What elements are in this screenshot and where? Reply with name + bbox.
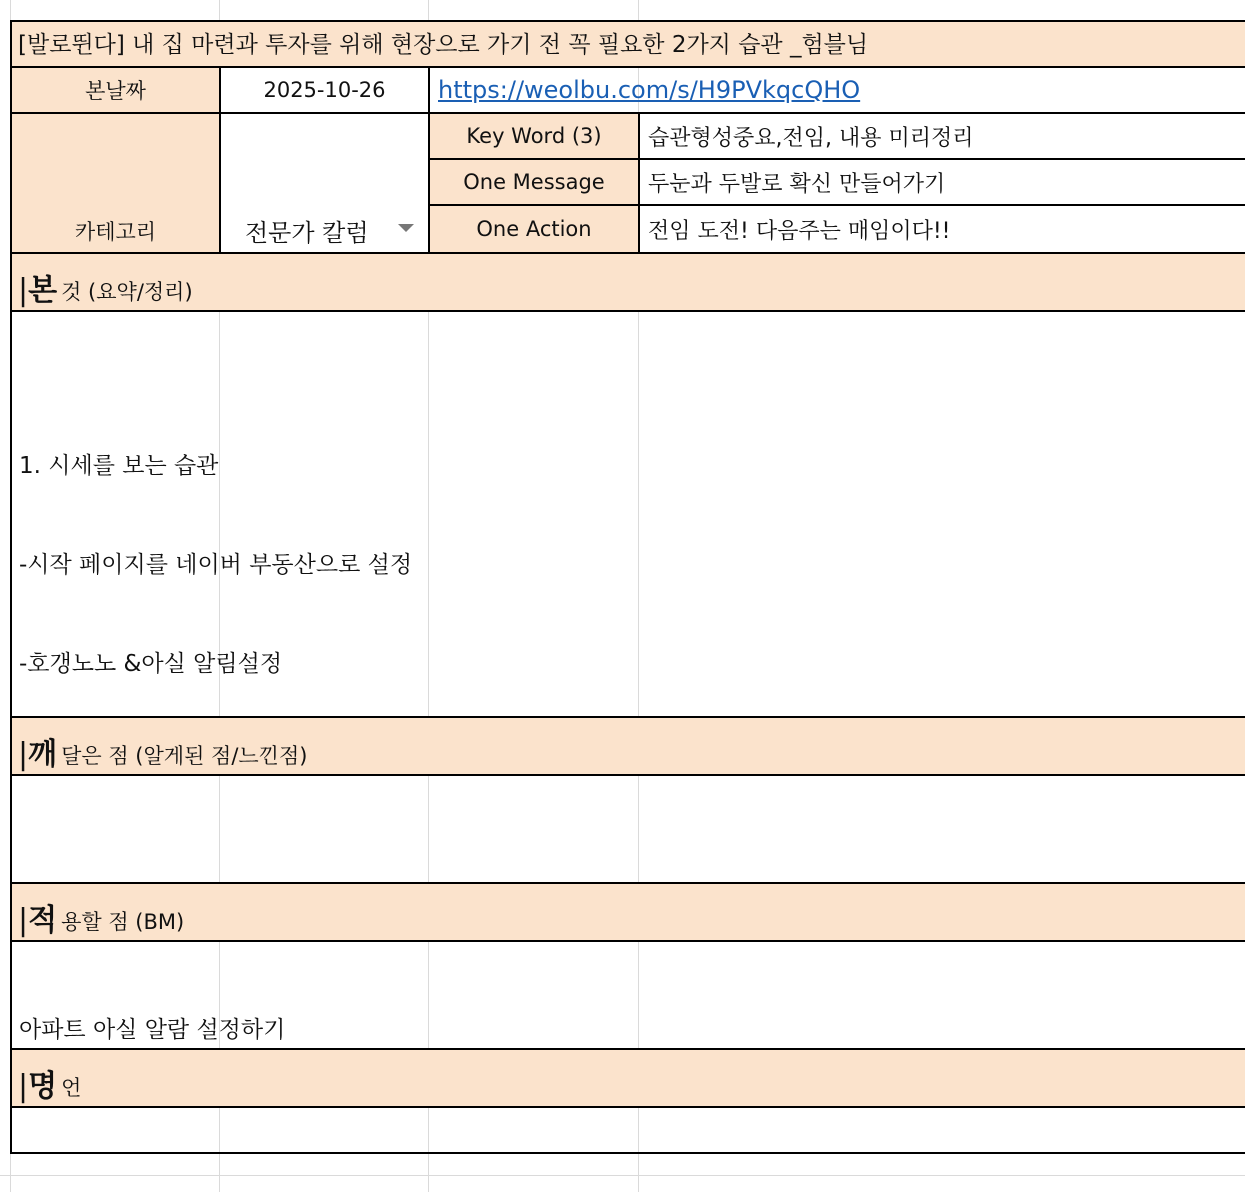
date-label[interactable]: 본날짜 bbox=[10, 66, 221, 114]
section-initial: 명 bbox=[28, 1069, 58, 1104]
text-line: -시작 페이지를 네이버 부동산으로 설정 bbox=[19, 552, 413, 578]
section-initial: 적 bbox=[28, 903, 58, 938]
section-body-realized[interactable] bbox=[10, 774, 1245, 884]
text-line: 1. 시세를 보는 습관 bbox=[19, 453, 219, 479]
section-bar: | bbox=[18, 737, 29, 772]
category-select[interactable] bbox=[219, 112, 430, 254]
section-body-quote[interactable] bbox=[10, 1106, 1245, 1154]
text-line: -호갱노노 &아실 알림설정 bbox=[19, 651, 283, 677]
section-header-realized[interactable] bbox=[10, 716, 1245, 776]
category-label[interactable]: 카테고리 bbox=[10, 112, 221, 254]
section-bar: | bbox=[18, 903, 29, 938]
section-title: 용할 점 (BM) bbox=[61, 910, 185, 934]
section-body-seen[interactable] bbox=[10, 310, 1245, 718]
article-link-cell[interactable] bbox=[428, 66, 1245, 114]
section-title: 언 bbox=[61, 1076, 82, 1100]
section-bar: | bbox=[18, 1069, 29, 1104]
chevron-down-icon[interactable] bbox=[398, 224, 414, 232]
keyword-label[interactable]: Key Word (3) bbox=[428, 112, 640, 160]
date-value[interactable]: 2025-10-26 bbox=[219, 66, 430, 114]
gridline bbox=[0, 1175, 1245, 1176]
section-header-seen[interactable] bbox=[10, 252, 1245, 312]
text-line bbox=[19, 850, 1245, 883]
section-bar: | bbox=[18, 273, 29, 308]
category-value: 전문가 칼럼 bbox=[245, 219, 369, 247]
action-value[interactable]: 전임 도전! 다음주는 매임이다!! bbox=[638, 204, 1245, 254]
section-header-quote[interactable] bbox=[10, 1048, 1245, 1108]
section-body-apply[interactable] bbox=[10, 940, 1245, 1050]
section-initial: 본 bbox=[28, 273, 58, 308]
text-line: 아파트 아실 알람 설정하기 bbox=[19, 1017, 286, 1043]
section-title: 달은 점 (알게된 점/느낀점) bbox=[61, 744, 308, 768]
message-label[interactable]: One Message bbox=[428, 158, 640, 206]
article-link[interactable]: https://weolbu.com/s/H9PVkqcQHO bbox=[438, 76, 861, 104]
keyword-value[interactable]: 습관형성중요,전임, 내용 미리정리 bbox=[638, 112, 1245, 160]
section-header-apply[interactable] bbox=[10, 882, 1245, 942]
page-title[interactable]: [발로뛴다] 내 집 마련과 투자를 위해 현장으로 가기 전 꼭 필요한 2가지 습관 _험블님 bbox=[10, 20, 1245, 68]
section-initial: 깨 bbox=[28, 737, 58, 772]
section-title: 것 (요약/정리) bbox=[61, 280, 193, 304]
message-value[interactable]: 두눈과 두발로 확신 만들어가기 bbox=[638, 158, 1245, 206]
action-label[interactable]: One Action bbox=[428, 204, 640, 254]
